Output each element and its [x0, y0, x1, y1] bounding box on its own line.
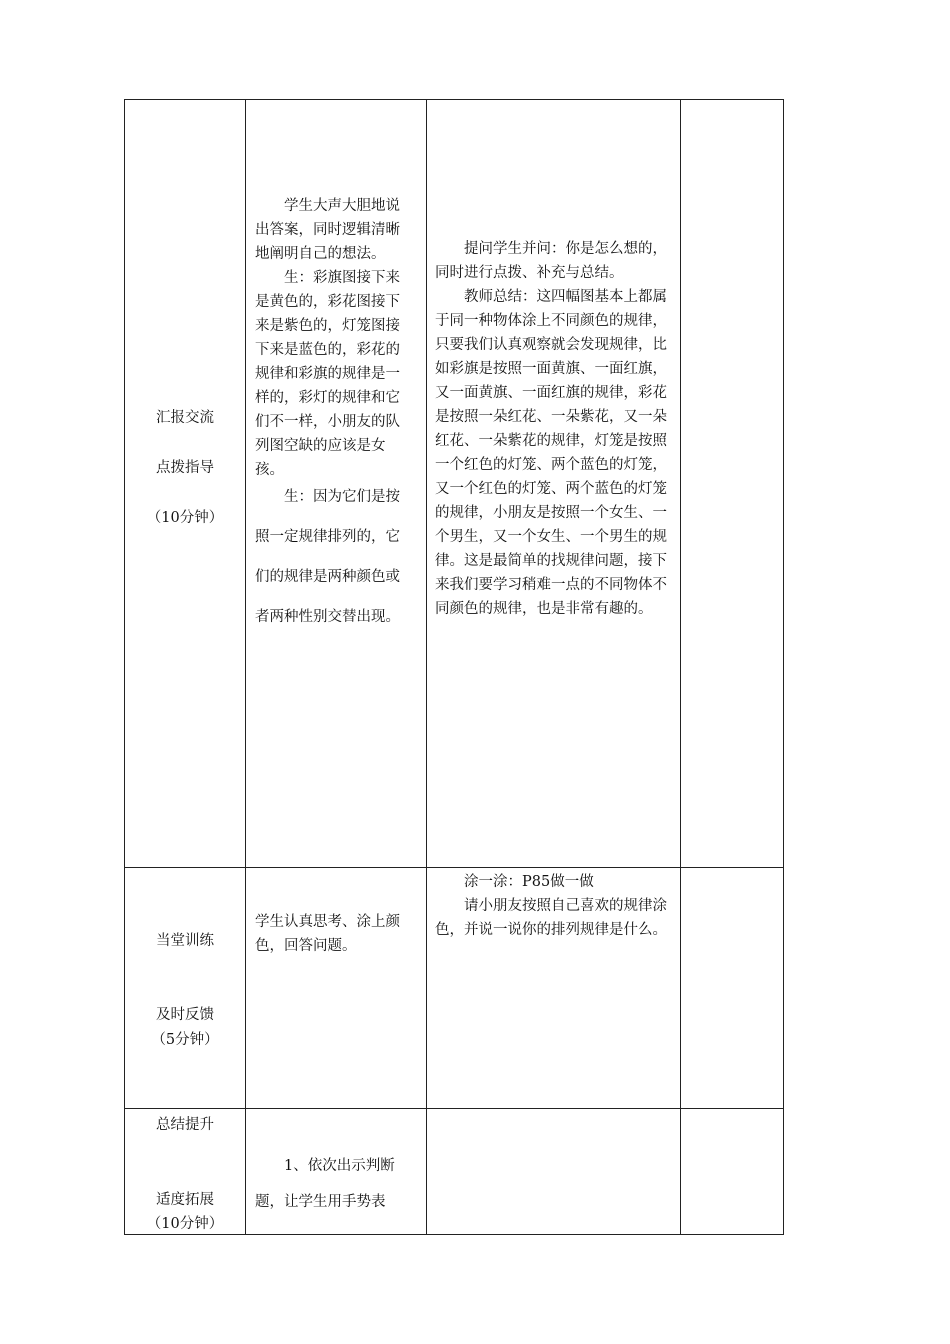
row-divider [125, 867, 783, 868]
column-divider [680, 100, 681, 1234]
row3-label-2: 适度拓展 [156, 1192, 214, 1208]
lesson-plan-table [124, 99, 784, 1235]
row1-student-para-1: 学生大声大胆地说出答案，同时逻辑清晰地阐明自己的想法。 [255, 198, 400, 262]
row1-teacher-para-1: 提问学生并问：你是怎么想的，同时进行点拨、补充与总结。 [435, 241, 667, 281]
row1-student-activities [255, 194, 407, 637]
row2-label-1: 当堂训练 [156, 933, 214, 949]
row2-teacher-activities [435, 870, 671, 942]
row2-label-3: （5分钟） [151, 1032, 219, 1048]
row1-student-para-2: 生：彩旗图接下来是黄色的，彩花图接下来是紫色的，灯笼图接下来是蓝色的，彩花的规律和彩旗的规律是一样的，彩灯的规律和它们不一样，小朋友的队列图空缺的应该是女孩。 [255, 270, 400, 478]
column-divider [245, 100, 246, 1234]
row2-student-para-1: 学生认真思考、涂上颜色，回答问题。 [255, 914, 400, 954]
row1-student-para-3: 生：因为它们是按照一定规律排列的，它们的规律是两种颜色或者两种性别交替出现。 [255, 489, 400, 625]
row2-teacher-para-2: 请小朋友按照自己喜欢的规律涂色，并说一说你的排列规律是什么。 [435, 898, 667, 938]
row2-label-2: 及时反馈 [156, 1007, 214, 1023]
row1-label-1: 汇报交流 [156, 410, 214, 426]
row1-label-2: 点拨指导 [156, 460, 214, 476]
row1-label-3: （10分钟） [146, 510, 224, 526]
row3-label-1: 总结提升 [156, 1117, 214, 1133]
row1-teacher-para-2: 教师总结：这四幅图基本上都属于同一种物体涂上不同颜色的规律，只要我们认真观察就会发现规律，比如彩旗是按照一面黄旗、一面红旗，又一面黄旗、一面红旗的规律，彩花是按照一朵红花、一朵紫花，又一朵红花、一朵紫花的规律，灯笼是按照一个红色的灯笼、两个蓝色的灯笼，又一个红色的灯笼、两个蓝色的灯笼的规律，小朋友是按照一个女生、一个男生，又一个女生、一个男生的规律。这是最简单的找规律问题，接下来我们要学习稍难一点的不同物体不同颜色的规律，也是非常有趣的。 [435, 289, 667, 617]
row3-student-para-1: 1、依次出示判断题，让学生用手势表 [255, 1158, 395, 1210]
row2-student-activities [255, 910, 417, 958]
row-divider [125, 1108, 783, 1109]
row2-teacher-para-1: 涂一涂：P85做一做 [464, 874, 594, 890]
row3-student-activities [255, 1148, 417, 1220]
row1-teacher-activities [435, 237, 671, 621]
column-divider [426, 100, 427, 1234]
row3-label-3: （10分钟） [146, 1216, 224, 1232]
